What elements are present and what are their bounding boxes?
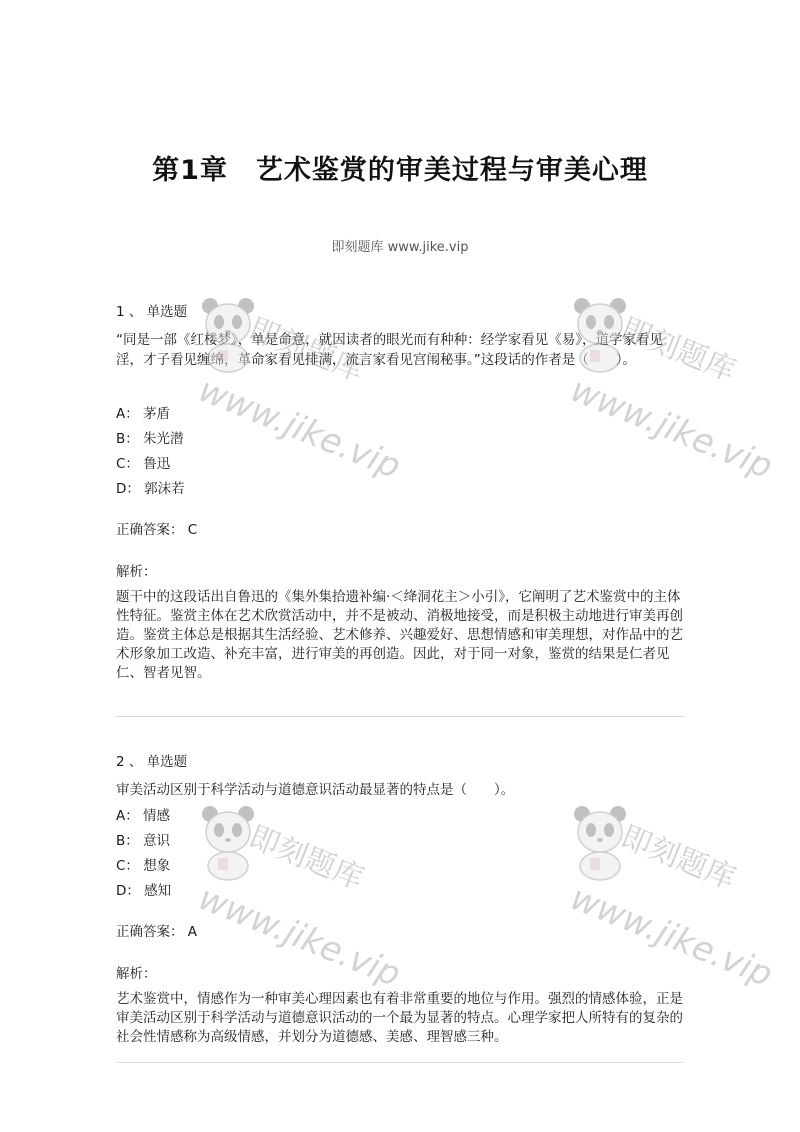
question-2-type: 2 、 单选题 — [116, 754, 188, 770]
watermark-brand: 即刻题库 — [243, 311, 369, 389]
watermark-url: www.jike.vip — [565, 370, 778, 488]
question-1-option-b: B： 朱光潜 — [116, 431, 184, 447]
question-2-option-b: B： 意识 — [116, 833, 171, 849]
question-1 — [116, 302, 684, 683]
watermark-url: www.jike.vip — [193, 878, 406, 996]
question-2-option-a: A： 情感 — [116, 808, 171, 824]
watermark-brand: 即刻题库 — [243, 819, 369, 897]
question-2-option-d: D： 感知 — [116, 883, 172, 899]
watermark-url: www.jike.vip — [565, 878, 778, 996]
chapter-title: 第1章 艺术鉴赏的审美过程与审美心理 — [152, 155, 648, 186]
question-2-stem: 审美活动区别于科学活动与道德意识活动最显著的特点是（ ）。 — [116, 782, 515, 798]
question-2-answer: 正确答案： A — [116, 924, 198, 940]
question-1-type: 1 、 单选题 — [116, 304, 188, 320]
question-2-option-c: C： 想象 — [116, 858, 171, 874]
question-1-stem: “同是一部《红楼梦》，单是命意，就因读者的眼光而有种种：经学家看见《易》，道学家看见淫，才子看见缠绵，革命家看见排满，流言家看见宫闱秘事。”这段话的作者是（ ）。 — [116, 332, 663, 368]
watermark-url: www.jike.vip — [193, 370, 406, 488]
question-2-analysis: 艺术鉴赏中，情感作为一种审美心理因素也有着非常重要的地位与作用。强烈的情感体验，正是审美活动区别于科学活动与道德意识活动的一个最为显著的特点。心理学家把人所特有的复杂的社会性情感称为高级情感，并划分为道德感、美感、理智感三种。 — [116, 991, 683, 1045]
question-divider — [116, 1062, 684, 1063]
question-1-analysis: 题干中的这段话出自鲁迅的《集外集拾遗补编·＜绛洞花主＞小引》，它阐明了艺术鉴赏中的主体性特征。鉴赏主体在艺术欣赏活动中，并不是被动、消极地接受，而是积极主动地进行审美再创造。鉴赏主体总是根据其生活经验、艺术修养、兴趣爱好、思想情感和审美理想，对作品中的艺术形象加工改造、补充丰富，进行审美的再创造。因此，对于同一对象，鉴赏的结果是仁者见仁、智者见智。 — [116, 589, 683, 681]
question-1-option-a: A： 茅盾 — [116, 406, 171, 422]
question-1-analysis-label: 解析： — [116, 564, 157, 580]
question-2-analysis-label: 解析： — [116, 966, 157, 982]
watermark-brand: 即刻题库 — [615, 819, 741, 897]
source-subtitle: 即刻题库 www.jike.vip — [331, 240, 469, 255]
question-1-answer: 正确答案： C — [116, 522, 198, 538]
question-1-option-c: C： 鲁迅 — [116, 456, 171, 472]
question-2 — [116, 752, 684, 1047]
question-divider — [116, 716, 684, 717]
watermark-brand: 即刻题库 — [615, 311, 741, 389]
question-1-option-d: D： 郭沫若 — [116, 481, 185, 497]
